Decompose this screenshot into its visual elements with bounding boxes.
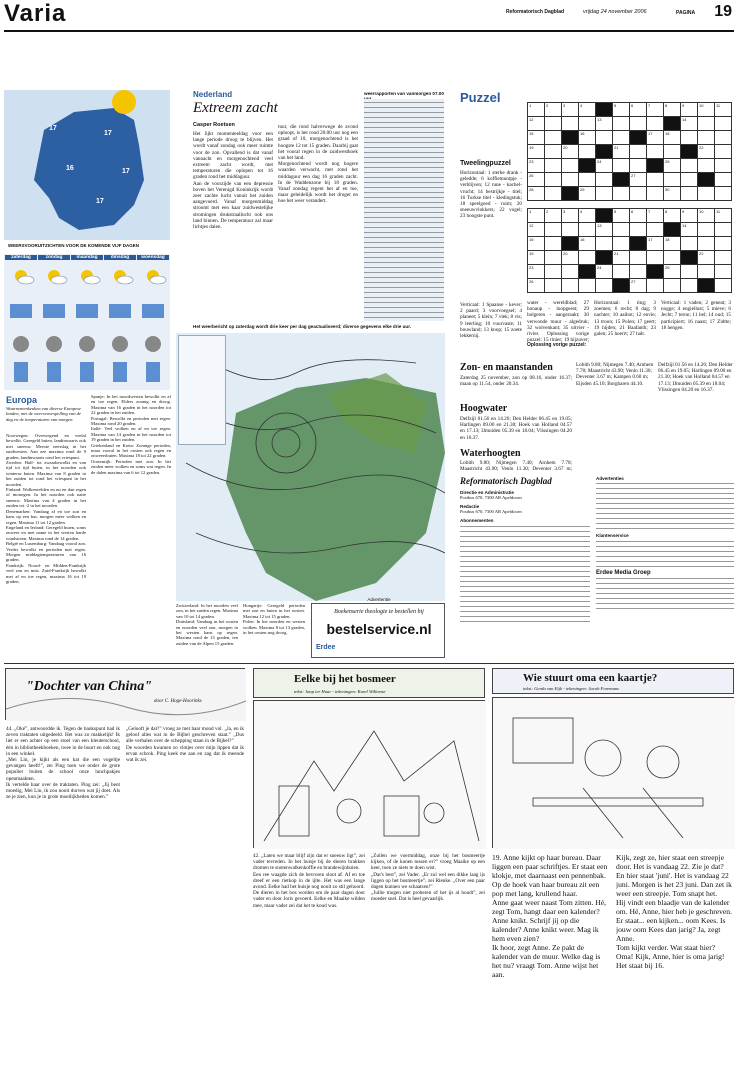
hoogwater-title: Hoogwater — [460, 403, 508, 414]
oma-col-1 — [492, 853, 610, 1062]
article-headline: Extreem zacht — [193, 100, 278, 116]
oma-paragraph: 19. Anne kijkt op haar bureau. Daar liggen een paar schriftjes. Er staat een klokje, met daarnaast een pennenbak. Op de hoek van haar bureau zit een pop met lang, krullend haar. — [492, 853, 608, 898]
colofon-col-1 — [460, 490, 590, 650]
puzzel-subtitle: Tweelingpuzzel — [460, 160, 511, 167]
europa-paragraph: Finland: Wolkenvelden en nu en dan regen of motregen. In het noorden ook natte sneeuw. Maxima van 4 graden in het zuiden tot -2 in het noorden. — [6, 487, 86, 509]
article-paragraph: Aan de voorzijde van een depressie boven het Verenigd Koninkrijk wordt zeer zachte lucht vanuit het zuiden aangevoerd. Vanaf morgenmiddag stroomt met een kaar zuidwestelijke stromingen drukstraallucht ook ons land binnen. De temperatuur zal maar lichtjes dalen. — [193, 180, 273, 231]
dochter-paragraph: „Mei Lin, je kijkt als een kat die een vogeltje gevangen heeft!”, zei Ping toen we onder de grote populier buiten de school onze lunchpakjes openmaakten. — [6, 757, 120, 782]
page-label: PAGINA — [676, 10, 696, 16]
dochter-paragraph: 44. „Oké”, antwoordde ik. Tegen de bankspunt had ik zeven traktaten uitgedeeld. Het was zo makkelijk! Ik liet er een achter op een stoel van een kleuterschool, één in bibliotheekboeken, twee in de buurt en ook nog in een winkel. — [6, 726, 120, 757]
ad-title: Boekenserie theologie te bestellen bij — [334, 609, 424, 615]
crossword-grid-1[interactable]: 1 2 3 4 5 6 7 8 9 10 11 12 13 14 15 16 17 18 19 20 21 22 23 24 25 26 27 28 29 30 — [527, 102, 732, 201]
article-col-1 — [193, 131, 273, 321]
eelke-header — [253, 668, 485, 698]
dochter-title: "Dochter van China" — [26, 679, 153, 694]
dochter-paragraph: Ik vertelde haar over de traktaten. Ping zei: „Jij bent moedig, Mei Lin, ik zou nooit durven wat jij doet. Als ze je zien, kun je in grote moeilijkheden komen.” — [6, 781, 120, 801]
colofon-line: Postbus 670, 7300 AR Apeldoorn — [460, 509, 522, 515]
eelke-paragraph: Een ree waagde zich de bevroren sloot af. Af en toe dreef er een rietkop in de ijlte. Het was een lange avond. Eelke had het huisje nog nooit zo stil gehoord. — [253, 871, 365, 891]
oma-header — [492, 668, 734, 694]
ad-footer: Erdee — [316, 644, 336, 651]
article-paragraph: Het lijkt momenteeldag voor een lange periode droog te blijven. Het wordt vanaf zondag ook meer ruimte voor de zon. Opvallend is dat vanaf vannacht en morgenochtend veel extreem zacht wordt, met temperaturen die oplopen tot 16 graden rond het middaguur. — [193, 131, 273, 181]
puzzel-oplossing-title: Oplossing vorige puzzel: — [527, 342, 587, 348]
europa-paragraph: Denemarken: Vandaag af en toe zon en kans op een bui, morgen meer wolken en regen. Maxima 11 tot 12 graden. — [6, 508, 86, 525]
map-temp: 17 — [49, 125, 57, 132]
europa-paragraph: Hongarije: Geregeld perioden met zon en buien in het oosten. Maxima 12 tot 15 graden. — [243, 603, 305, 619]
article-author: Casper Roetsen — [193, 122, 235, 128]
section-title: Varia — [4, 0, 67, 27]
europa-paragraph: Zweden: Half- tot zwaarbewolkt en van tijd tot tijd buien, in het noorden ook winterse buien. Maxima van 8 graden in het zuiden tot rond het vriespunt in het noorden. — [6, 460, 86, 487]
erdee-media-groep: Erdee Media Groep — [596, 569, 651, 576]
oma-byline: tekst: Gerda van Eijk - tekeningen: Jacob Foremans — [523, 686, 619, 691]
colofon-line: Klantenservice — [596, 533, 629, 539]
europa-paragraph: Noorwegen: Overwegend en veelal bewolkt. Geregeld buien, landinwaarts ook met sneeuw. Meeste neerslag in het zuidwesten. Aan zee maxima rond de 9 graden, landinwaarts rond het vriespunt. — [6, 433, 86, 460]
zon-extra: Lobith 9.80; Nijmegen 7.40; Arnhem 7.78; Maastricht 43.90; Venlo 11.30; Deventer 3.67 m; Kampen 0.60 m; Eijsden 45.10; Borgharen 44.10. — [576, 362, 654, 387]
europa-paragraph: Frankrijk: Noord- en Midden-Frankrijk veel zon en mist. Zuid-Frankrijk bewolkt met af en toe regen, maxima 16 tot 19 graden. — [6, 562, 86, 584]
forecast-title: WEERSVOORUITZICHTEN VOOR DE KOMENDE VIJF DAGEN — [8, 243, 140, 248]
dochter-header-illustration — [5, 668, 245, 720]
europa-paragraph: Engeland en Ierland: Geregeld buien, soms onweer en met name in het westen harde windstoten. Maxima rond de 14 graden. — [6, 524, 86, 541]
europa-paragraph: Polen: In het noorden en westen wolken. Maxima 8 tot 13 graden, in het oosten nog droog. — [243, 619, 305, 636]
eelke-title: Eelke bij het bosmeer — [294, 673, 396, 685]
colofon-title: Reformatorisch Dagblad — [460, 476, 552, 486]
winter-scene-illustration — [254, 701, 486, 849]
eelke-paragraph: De dieren in het bos worden om de paar dagen door vader en door Joris gevoerd. Eelke en Maaike wilden mee, maar vader zei dat het te koud was. — [253, 890, 365, 909]
oma-paragraph: Anne gaat weer naast Tom zitten. Hé, zegt Tom, hangt daar een kalender? Anne knikt. Schrijf jij op die kalender? Anne knikt weer. Mag ik hem even zien? — [492, 898, 607, 943]
europa-col-2 — [91, 394, 171, 656]
europa-paragraph: Zwitserland: In het noorden veel zon, in het zuiden regen. Maxima van 10 tot 14 graden. — [176, 603, 238, 619]
europe-weather-map — [176, 333, 445, 601]
oma-paragraph: Hij vindt een blaadje van de kalender om. Hé, Anne, hier heb je geschreven. Er staat... een kijken... oom Kees. Is jouw oom Kees dan jarig? Ja, zegt Anne. — [616, 898, 732, 943]
europa-title: Europa — [6, 395, 38, 405]
issue-date: vrijdag 24 november 2006 — [583, 9, 647, 15]
colofon-line: Postbus 670, 7300 AR Apeldoorn — [460, 495, 522, 501]
puzzel-oplossing-2: Horizontaal: 1 ring; 3 zoemen; 6 recht; 8 dag; 9 nachter; 10 aaihot; 12 envie; 13 troon; 15 Polen; 17 geert; 19 hijden; 21 Baafanth; 23 galen; 25 hoerrt; 27 halt. — [594, 300, 656, 338]
europa-paragraph: Duitsland: Vandaag in het oosten en noorden veel zon, morgen in het westen kans op regen. Maxima rond de 13 graden, ten zuiden van de Alpen 15 graden. — [176, 619, 238, 646]
map-temp: 17 — [104, 130, 112, 137]
eelke-paragraph: „Jullie mogen niet proberen of het ijs al houdt”, zei moeder snel. Dat is heel gevaarlijk. — [371, 890, 485, 903]
waterhoogten-text: Lobith 9.80; Nijmegen 7.40; Arnhem 7.78; Maastricht 43.90; Venlo 11.30; Deventer 3.67 m; — [460, 460, 572, 472]
europa-caption: Waarnemenkeuken van diverse Europese landen, met de weersvoorspelling van de dag en de temperaturen van morgen. — [6, 406, 82, 422]
puzzel-title: Puzzel — [460, 90, 501, 105]
weather-table-title: weerrapporten van vanmorgen 07.00 — [364, 91, 444, 96]
eelke-paragraph: „Zullen we voermiddag, onze bij het bosmeertje kijken, of de konen tussen er?” vroeg Maaike op een keer, toen ze niets te doen wist. — [371, 853, 485, 872]
europa-col-3 — [176, 603, 238, 656]
europa-paragraph: Spanje: In het noordwesten bewolkt en af en toe regen. Elders zonnig en droog. Maxima van 16 graden in het noorden tot 22 graden in het zuiden. — [91, 394, 171, 416]
puzzel-verticaal: Verticaal: 1 Spaanse - kever; 2 paard; 3 voorvoegsel; 4 planeet; 5 klein; 7 vlek; 8 vis; 9 leerling; 10 vuurvaste; 11 bouwland; 13 knop; 15 zoete lekkernij. — [460, 302, 522, 340]
europa-paragraph: Portugal: Bewolkt en perioden met regen. Maxima rond 20 graden. — [91, 415, 171, 427]
children-drawing-illustration — [493, 698, 735, 849]
oma-paragraph: Kijk, zegt ze, hier staat een streepje door. Het is vandaag 22. Zie je dat? En hier staat 'juni'. Het is vandaag 22 juni. Morgen is het 23 juni. Dan zet ik weer een streepje. Tom snapt het. — [616, 853, 732, 898]
forecast-day: maandag — [71, 255, 103, 260]
eelke-byline: tekst: Jaap ter Haar - tekeningen: Karel Willemse — [294, 689, 386, 694]
dochter-paragraph: „Gelooft je dat?” vroeg ze met haar mond vol. „Ja, en ik geloof alles wat in de Bijbel geschreven staat.” „Dus alle verhalen over de schepping staan in de Bijbel?” — [126, 726, 244, 745]
forecast-day: woensdag — [137, 255, 169, 260]
netherlands-map — [4, 90, 170, 240]
colofon-line: Redactie — [460, 503, 480, 509]
eelke-paragraph: 42. „Laten we maar blijf zijn dat er sneeuw ligt”, zei vader tevreden. In het huisje bij de dieren brakken dromen te snotenwalkenkoffie en brandewijnbuien. — [253, 853, 365, 872]
colofon-line: Advertenties — [596, 476, 624, 481]
eelke-illustration — [253, 700, 485, 848]
map-legend — [178, 335, 226, 445]
europa-paragraph: België en Luxemburg: Vandaag vooral zon. Verder bewolkt en perioden met regen. Morgen middagtemperaturen van 16 graden. — [6, 541, 86, 563]
dochter-col-1 — [6, 726, 120, 1062]
map-temp: 16 — [66, 165, 74, 172]
puzzel-horizontaal: Horizontaal: 1 sterke drank - geledde; 6 koffiemuntpje - verblijven; 12 rune - kachel-vrucht; 14 bestrijkje - titel; 16 Turkse titel - kledingstuk; 18 speelgoed - ruim; 20 sneeuwvlokkers; 22 vogel; 23 hoogste punt. — [460, 170, 522, 220]
sun-icon — [112, 90, 136, 114]
map-caption: Het weerbericht op zaterdag wordt drie keer per dag geactualiseerd; diverse gegevens elke drie uur. — [193, 324, 412, 329]
chinese-lantern-icon — [6, 669, 246, 721]
colofon-line: Abonnementen — [460, 517, 494, 523]
zon-extra-2: Delfzijl 01.56 en 14.26; Den Helder 06.45 en 19.05; Harlingen 09.00 en 21.30; Hoek van Holland 04.57 en 17.13; IJmuiden 05.39 en 18.04; Vlissingen 04.20 en 16.37. — [658, 362, 733, 393]
weather-map-nl — [4, 90, 170, 240]
map-temp: 17 — [122, 168, 130, 175]
hoogwater-text: Delfzijl 01.56 en 14.26; Den Helder 06.45 en 19.05; Harlingen 09.00 en 21.30; Hoek van Holland 04.57 en 17.13; IJmuiden 05.39 en 18.04; Vlissingen 04.20 en 16.37. — [460, 416, 572, 441]
forecast-day: dinsdag — [104, 255, 136, 260]
oma-col-2 — [616, 853, 734, 1062]
europa-paragraph: Griekenland en Kreta: Zonnige perioden, maar vooral in het oosten ook regen en onweersbuien. Maxima 18 tot 22 graden. — [91, 442, 171, 459]
eelke-paragraph: „Dat's best”, zei Vader. „Er zul wel een dikke laag ijs liggen op het bosmeertje”, zei Rienke. „Over een paar dagen kunnen we schaatsen!” — [371, 871, 485, 891]
section-divider — [4, 663, 734, 664]
article-col-2 — [278, 124, 358, 321]
dochter-col-2 — [126, 726, 244, 1062]
article-paragraph: tuur, die rond halverwege de avond oploopt, is het rond 20.00 uur nog een graad of 10, morgenochtend is het hoogste 12 tot 15 graden. Daarbij gaat het vooral regen in de zuidwesthoek van het land. — [278, 124, 358, 162]
zon-title: Zon- en maanstanden — [460, 362, 553, 373]
forecast-day: zaterdag — [5, 255, 37, 260]
colofon-col-2 — [596, 476, 734, 646]
ad-tag: Advertentie — [367, 597, 391, 602]
puzzel-oplossing-3: Verticaal: 1 vaden; 2 geneat; 3 nogge; 4 engiellust; 5 mieve; 6 Jecht; 7 ternn; 11 bel; 14 oud; 15 participiert; 16 naast; 17 Zidtte; 18 hengen. — [661, 300, 731, 331]
nederland-kicker: Nederland — [193, 90, 233, 99]
header-rule — [4, 30, 734, 32]
crossword-grid-2[interactable]: 1 2 3 4 5 6 7 8 9 10 11 12 13 14 15 16 17 18 19 20 21 22 23 24 25 26 27 — [527, 208, 732, 293]
waterhoogten-title: Waterhoogten — [460, 448, 521, 459]
puzzel-oplossing-1: water - wereldblad; 27 honaup - loopgeest; 29 bolgeren - aangeraakt; 30 verwonde muur - algedruk; 32 wolvenkant; 35 uitvier - rivier. Oplossing vorige puzzel: 15 rinier; 19 bijzuver; — [527, 300, 589, 342]
oma-paragraph: Ik hoor, zegt Anne. Ze pakt de kalender van de muur. Welke dag is het nu? vraagt Tom. Anne wijst het aan. — [492, 943, 601, 979]
forecast-day: zondag — [38, 255, 70, 260]
forecast-icons — [4, 264, 170, 388]
europa-col-4 — [243, 603, 305, 656]
eelke-col-1 — [253, 853, 365, 1062]
europa-paragraph: Oostenrijk: Perioden met zon. In het zuiden meer wolken en soms wat regen. In de dalen maxima van 6 tot 12 graden. — [91, 458, 171, 475]
ad-url[interactable]: bestelservice.nl — [326, 621, 432, 637]
page-number: 19 — [714, 3, 732, 20]
dochter-paragraph: De woorden kwamen zo vlotjes over mijn lippen dat ik ervan schrok. Ping keek me aan en zag dat ik meende wat ik zei. — [126, 744, 244, 764]
advertisement-bestelservice[interactable] — [311, 597, 445, 658]
oma-illustration — [492, 697, 734, 848]
weather-table — [364, 99, 444, 321]
oma-paragraph: Tom kijkt verder. Wat staat hier? Oma! Kijk, Anne, hier is oma jarig! Het staat bij 16. — [616, 943, 725, 970]
zon-text: Zaterdag 25 november, zon op 08.16, onder 16.37; maan op 11.54, onder 20.34. — [460, 375, 572, 388]
europa-col-1 — [6, 433, 86, 655]
map-temp: 17 — [96, 198, 104, 205]
eelke-col-2 — [371, 853, 485, 1062]
europa-paragraph: Italië: Veel wolken en af en toe regen. Maxima van 14 graden in het noorden tot 19 graden in het zuiden. — [91, 426, 171, 443]
newspaper-name: Reformatorisch Dagblad — [506, 9, 565, 15]
dochter-byline: door C. Hoge-Hoorinks — [154, 699, 202, 704]
article-paragraph: Morgenochtend wordt nog hogere waarden verwacht, met rond het middaguur een dag 16 graden zacht. In de Waddenzone bij 18 graden. Vanaf zondag regent het af en toe, maar geleidelijk wordt het droger en hoe het weer verandert. — [278, 161, 358, 205]
oma-title: Wie stuurt oma een kaartje? — [523, 672, 658, 684]
colofon-line: Directie en Administratie — [460, 490, 514, 495]
forecast-panel — [4, 254, 170, 390]
